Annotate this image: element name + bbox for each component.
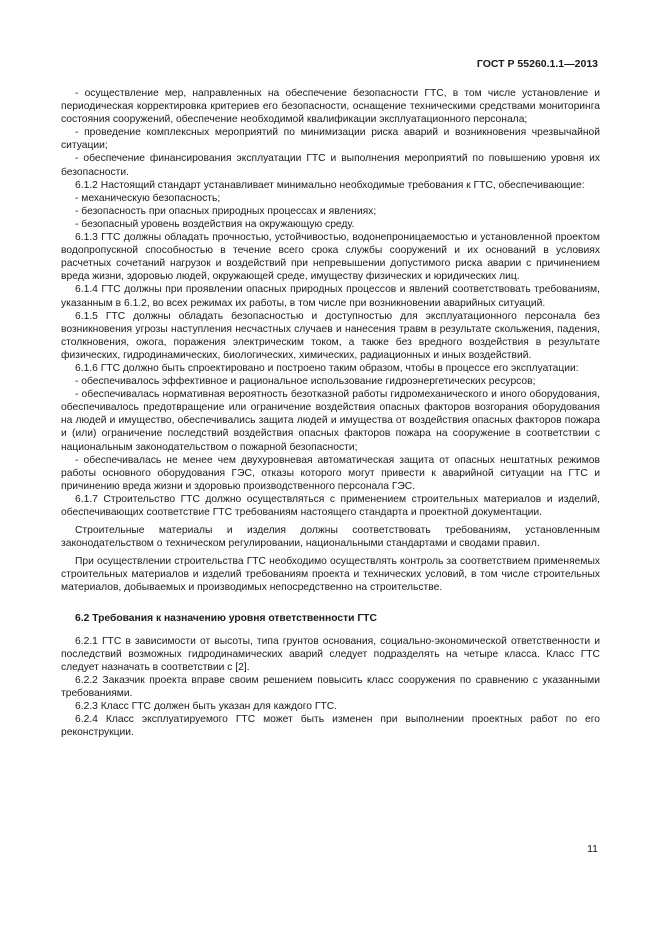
paragraph: При осуществлении строительства ГТС необходимо осуществлять контроль за соответствием применяемых строительных материалов и изделий требованиям проекта и технических условий, в том числе строительных материалов, добываемых и производимых непосредственно на строительстве. (61, 556, 600, 594)
paragraph: - проведение комплексных мероприятий по минимизации риска аварий и возникновения чрезвычайной ситуации; (61, 127, 600, 152)
paragraph: 6.2.3 Класс ГТС должен быть указан для каждого ГТС. (75, 701, 338, 713)
paragraph: - обеспечивалось эффективное и рациональное использование гидроэнергетических ресурсов; (75, 376, 536, 388)
paragraph: 6.1.7 Строительство ГТС должно осуществляться с применением строительных материалов и изделий, обеспечивающих соответствие ГТС требованиям настоящего стандарта и проектной документации. (61, 493, 600, 518)
section-heading: 6.2 Требования к назначению уровня ответственности ГТС (75, 612, 377, 624)
paragraph: - обеспечение финансирования эксплуатации ГТС и выполнения мероприятий по повышению уровня их безопасности. (61, 153, 600, 178)
paragraph: - обеспечивалась нормативная вероятность безотказной работы гидромеханического и иного оборудования, обеспечивалось предотвращение или ограничение воздействия опасных факторов возгорания оборудования на людей и имущество, обеспечивались защита людей и имущества от воздействия опасных факторов пожара и (или) ограничение последствий воздействия опасных факторов пожара на сооружение в соответствии с национальным законодательством о пожарной безопасности; (61, 389, 600, 453)
paragraph: 6.1.2 Настоящий стандарт устанавливает минимально необходимые требования к ГТС, обеспечивающие: (75, 179, 585, 191)
paragraph: 6.1.3 ГТС должны обладать прочностью, устойчивостью, водонепроницаемостью и установленной проектом водопропускной способностью в течение всего срока службы сооружений и их оснований в условиях расчетных сочетаний нагрузок и воздействий при непревышении допустимого риска аварии с причинением вреда жизни, здоровью людей, окружающей среде, имуществу физических и юридических лиц. (61, 232, 600, 283)
paragraph: 6.2.1 ГТС в зависимости от высоты, типа грунтов основания, социально-экономической ответственности и последствий возможных гидродинамических аварий следует подразделять на четыре класса. Класс ГТС следует назначать в соответствии с [2]. (61, 635, 600, 673)
paragraph: 6.1.4 ГТС должны при проявлении опасных природных процессов и явлений соответствовать требованиям, указанным в 6.1.2, во всех режимах их работы, в том числе при возникновении аварийных ситуаций. (61, 284, 600, 309)
paragraph: - обеспечивалась не менее чем двухуровневая автоматическая защита от опасных нештатных режимов работы основного оборудования ГЭС, отказы которого могут привести к аварийной ситуации на ГТС и причинению вреда жизни и здоровью производственного персонала ГЭС. (61, 454, 600, 492)
page-number: 11 (587, 843, 598, 855)
paragraph: Строительные материалы и изделия должны соответствовать требованиям, установленным законодательством о техническом регулировании, национальными стандартами и сводами правил. (61, 525, 600, 550)
paragraph: - безопасный уровень воздействия на окружающую среду. (75, 218, 355, 230)
document-id: ГОСТ Р 55260.1.1—2013 (476, 58, 598, 70)
paragraph: - механическую безопасность; (75, 192, 221, 204)
paragraph: 6.2.4 Класс эксплуатируемого ГТС может быть изменен при выполнении проектных работ по его реконструкции. (61, 714, 600, 739)
paragraph: - безопасность при опасных природных процессах и явлениях; (75, 205, 377, 217)
paragraph: - осуществление мер, направленных на обеспечение безопасности ГТС, в том числе установление и периодическая корректировка критериев его безопасности, оснащение техническими средствами мониторинга состояния сооружений, обеспечение необходимой квалификации эксплуатационного персонала; (61, 88, 600, 126)
paragraph: 6.2.2 Заказчик проекта вправе своим решением повысить класс сооружения по сравнению с указанными требованиями. (61, 674, 600, 699)
paragraph: 6.1.5 ГТС должны обладать безопасностью и доступностью для эксплуатационного персонала без возникновения угрозы наступления несчастных случаев и нанесения травм в результате скольжения, падения, столкновения, ожога, поражения электрическим током, а также без вредного воздействия в результате физических, гидродинамических, биологических, химических, радиационных и иных воздействий. (61, 310, 600, 361)
paragraph: 6.1.6 ГТС должно быть спроектировано и построено таким образом, чтобы в процессе его эксплуатации: (75, 362, 579, 374)
